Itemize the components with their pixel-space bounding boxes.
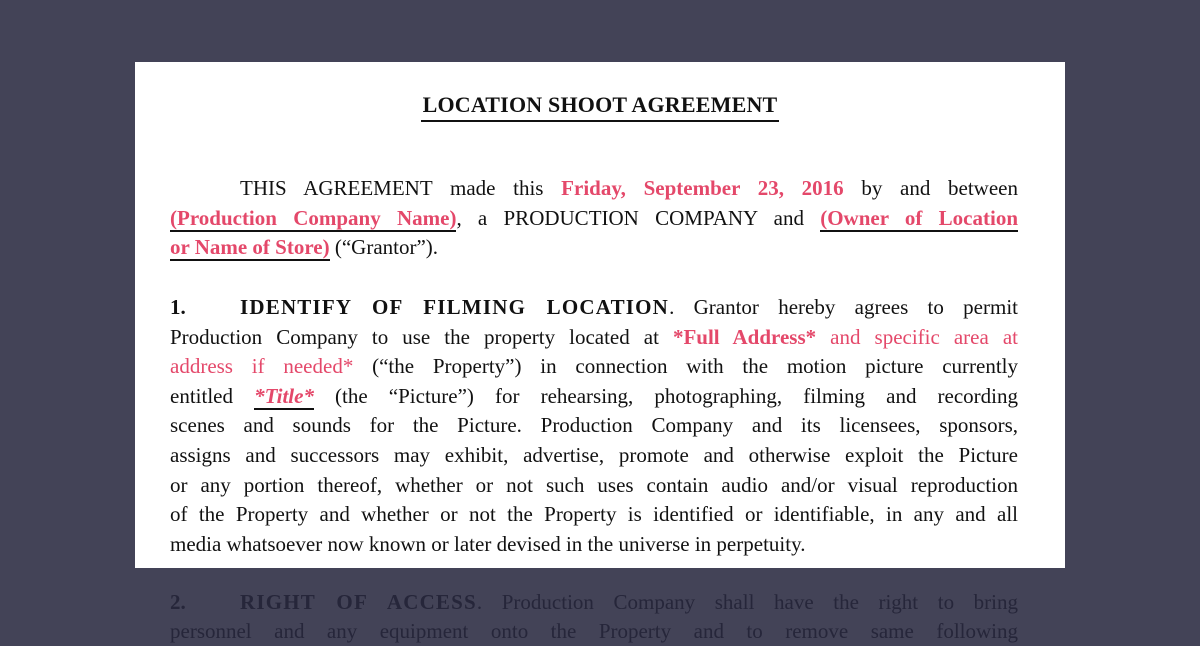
section-heading: IDENTIFY OF FILMING LOCATION xyxy=(240,295,670,319)
date-field[interactable]: Friday, September 23, 2016 xyxy=(561,176,844,200)
address-field[interactable]: *Full Address* xyxy=(672,324,817,349)
section-2-preview: 2. RIGHT OF ACCESS. Production Company shall have the right to bring personnel and any equipment onto the Property and to remove same following xyxy=(170,590,1018,643)
owner-field-cont[interactable]: or Name of Store) xyxy=(170,235,330,260)
intro-paragraph: THIS AGREEMENT made this Friday, September 23, 2016 by and between (Production Company Name), a PRODUCTION COMPANY and (Owner of Location or Name of Store) (“Grantor”). xyxy=(170,176,1018,260)
document-page xyxy=(135,62,1065,568)
address-note[interactable]: address if needed* xyxy=(170,354,354,379)
document-title: LOCATION SHOOT AGREEMENT xyxy=(135,92,1065,122)
company-name-field[interactable]: (Production Company Name) xyxy=(170,205,457,230)
owner-field[interactable]: (Owner of Location xyxy=(820,205,1018,230)
section-number: 1. xyxy=(170,295,186,319)
section-1-paragraph: 1. IDENTIFY OF FILMING LOCATION. Grantor hereby agrees to permit Production Company to use the property located at *Full Address* and specific area at address if needed* (“the Property”) in connection with the motion picture currently entitled *Title* (the “Picture”) for rehearsing, photographing, filming and recording scenes and sounds for the Picture. Production Company and its licensees, sponsors, assigns and successors may exhibit, advertise, promote and otherwise exploit the Picture or any portion thereof, whether or not such uses contain audio and/or visual reproduction of the Property and whether or not the Property is identified or identifiable, in any and all media whatsoever now known or later devised in the universe in perpetuity. xyxy=(170,295,1018,556)
title-field[interactable]: *Title* xyxy=(254,383,314,408)
